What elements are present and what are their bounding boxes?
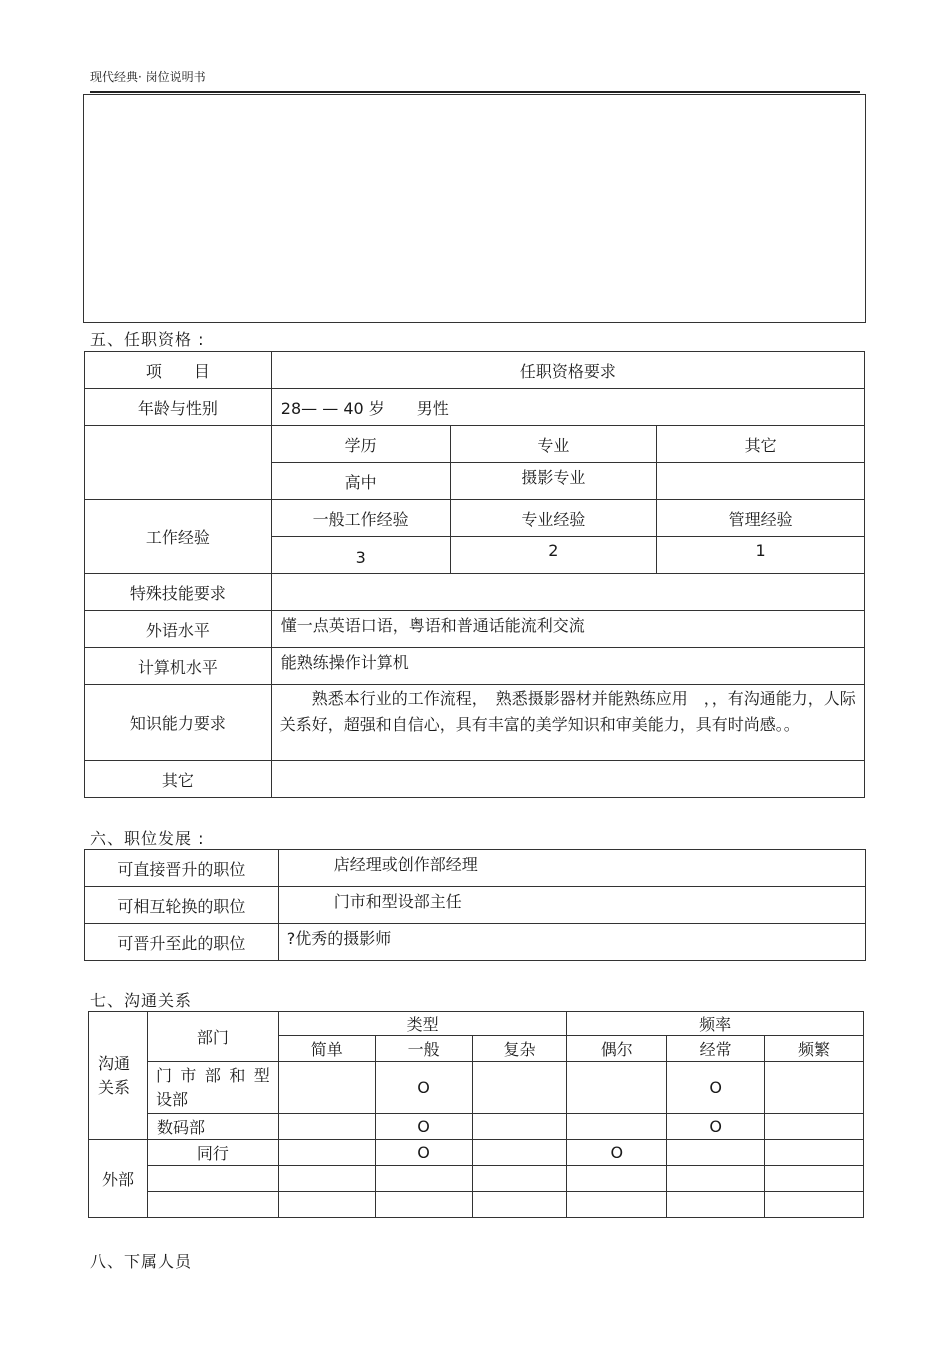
age-gender-label: 年龄与性别 [85,389,272,426]
special-skill-label: 特殊技能要求 [85,574,272,611]
career-row-value: 门市和型设部主任 [278,887,865,924]
other-value [271,761,864,798]
comm-cell [375,1166,472,1192]
section-title-qualifications: 五、任职资格 : [90,330,205,349]
dept-name [147,1166,278,1192]
comm-cell [667,1192,765,1218]
edu-header-other: 其它 [657,426,865,463]
career-row-label: 可直接晋升的职位 [85,850,279,887]
header-rule [90,91,860,93]
dept-name [147,1192,278,1218]
work-header-management: 管理经验 [657,500,865,537]
section-title-subordinates: 八、下属人员 [90,1252,193,1271]
knowledge-label: 知识能力要求 [85,685,272,761]
freq-header: 频率 [567,1012,864,1036]
comm-cell [278,1114,375,1140]
section-title-career: 六、职位发展 : [90,829,205,848]
language-value: 懂一点英语口语，粤语和普通话能流利交流 [271,611,864,648]
qualifications-table [84,351,865,798]
comm-cell [765,1140,864,1166]
work-value-management: 1 [657,537,865,574]
special-skill-value [271,574,864,611]
career-table [84,849,866,961]
comm-cell [667,1140,765,1166]
dept-name: 同行 [147,1140,278,1166]
comm-cell [472,1166,567,1192]
comm-cell [567,1062,667,1114]
blank-content-box [83,94,866,323]
comm-cell [765,1062,864,1114]
freq-col-frequent: 频繁 [765,1036,864,1062]
career-row-value: 店经理或创作部经理 [278,850,865,887]
comm-cell [278,1192,375,1218]
comm-cell [278,1062,375,1114]
dept-header: 部门 [147,1012,278,1062]
communication-table [88,1011,864,1218]
section-title-communication: 七、沟通关系 [90,991,193,1010]
edu-value-degree: 高中 [271,463,450,500]
computer-value: 能熟练操作计算机 [271,648,864,685]
document-header: 现代经典· 岗位说明书 [90,70,206,84]
career-row-value: ?优秀的摄影师 [278,924,865,961]
comm-cell: O [375,1062,472,1114]
comm-cell [375,1192,472,1218]
comm-cell [472,1192,567,1218]
comm-cell: O [375,1140,472,1166]
work-header-professional: 专业经验 [450,500,657,537]
age-gender-value: 28— — 40 岁 男性 [271,389,864,426]
work-header-general: 一般工作经验 [271,500,450,537]
comm-cell [765,1114,864,1140]
knowledge-value: 熟悉本行业的工作流程， 熟悉摄影器材并能熟练应用 ，，有沟通能力，人际关系好，超强和自信心，具有丰富的美学知识和审美能力，具有时尚感。。 [271,685,864,761]
internal-label-text: 沟通关系 [97,1053,130,1097]
dept-name: 数码部 [147,1114,278,1140]
career-row-label: 可晋升至此的职位 [85,924,279,961]
education-label-cell [85,426,272,500]
edu-value-major: 摄影专业 [450,463,657,500]
comm-cell: O [567,1140,667,1166]
comm-cell [567,1166,667,1192]
comm-cell [567,1192,667,1218]
comm-cell [765,1192,864,1218]
freq-col-occasional: 偶尔 [567,1036,667,1062]
internal-communication-label [89,1012,148,1140]
type-header: 类型 [278,1012,567,1036]
comm-cell [472,1140,567,1166]
career-row-label: 可相互轮换的职位 [85,887,279,924]
external-label: 外部 [89,1140,148,1218]
work-experience-label: 工作经验 [85,500,272,574]
comm-cell [472,1114,567,1140]
comm-cell [765,1166,864,1192]
comm-cell: O [667,1062,765,1114]
type-col-simple: 简单 [278,1036,375,1062]
header-item: 项 目 [85,352,272,389]
other-label: 其它 [85,761,272,798]
comm-cell: O [375,1114,472,1140]
comm-cell [472,1062,567,1114]
computer-label: 计算机水平 [85,648,272,685]
comm-cell: O [667,1114,765,1140]
edu-header-degree: 学历 [271,426,450,463]
comm-cell [278,1166,375,1192]
header-requirements: 任职资格要求 [271,352,864,389]
work-value-professional: 2 [450,537,657,574]
type-col-normal: 一般 [375,1036,472,1062]
language-label: 外语水平 [85,611,272,648]
edu-header-major: 专业 [450,426,657,463]
work-value-general: 3 [271,537,450,574]
freq-col-often: 经常 [667,1036,765,1062]
dept-name: 门 市 部 和 型设部 [147,1062,278,1114]
comm-cell [667,1166,765,1192]
comm-cell [278,1140,375,1166]
edu-value-other [657,463,865,500]
comm-cell [567,1114,667,1140]
type-col-complex: 复杂 [472,1036,567,1062]
